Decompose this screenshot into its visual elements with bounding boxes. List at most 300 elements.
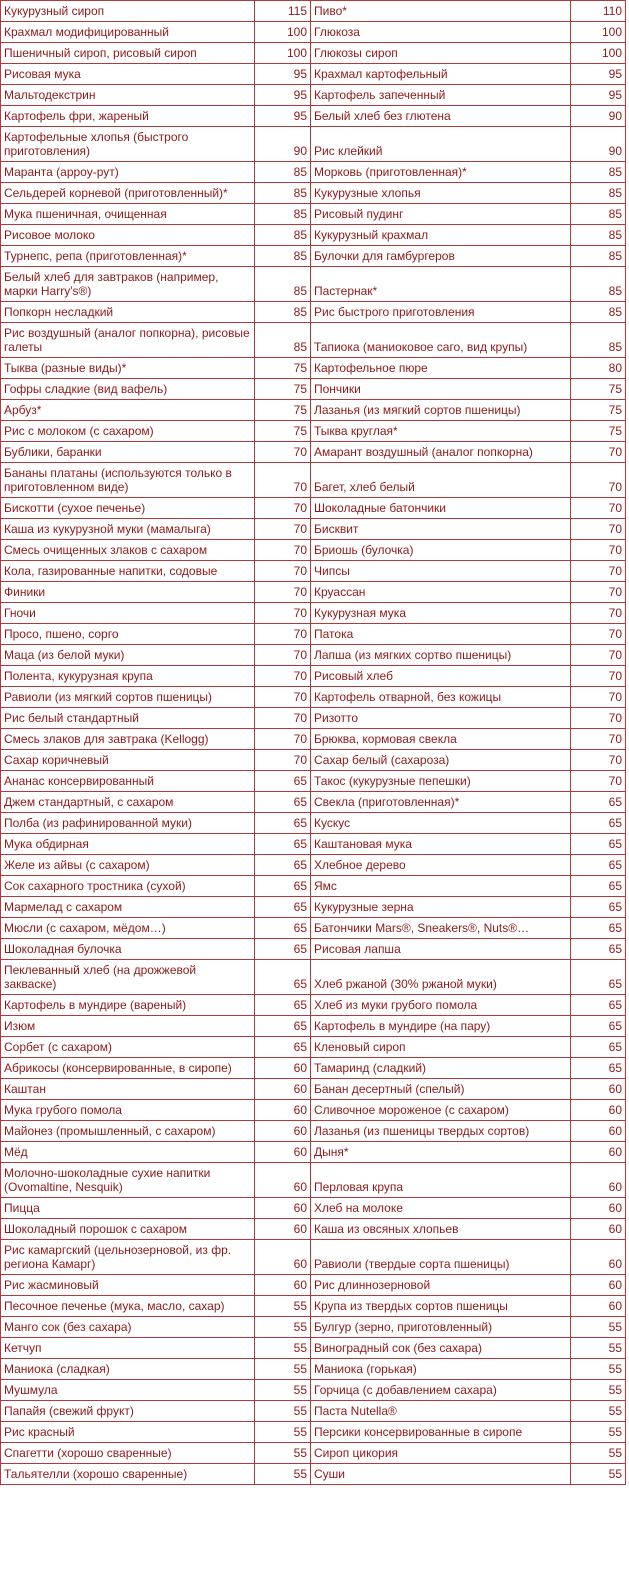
- left-food-name: Рис воздушный (аналог попкорна), рисовые галеты: [1, 323, 255, 358]
- table-row: [1, 729, 626, 750]
- right-food-name: Рисовый хлеб: [311, 666, 571, 687]
- left-food-name: Шоколадная булочка: [1, 939, 255, 960]
- left-food-name: Изюм: [1, 1016, 255, 1037]
- table-row: [1, 918, 626, 939]
- left-food-name: Папайя (свежий фрукт): [1, 1401, 255, 1422]
- table-row: [1, 1401, 626, 1422]
- right-gi-value: 60: [571, 1198, 626, 1219]
- left-food-name: Кукурузный сироп: [1, 1, 255, 22]
- table-row: [1, 106, 626, 127]
- table-row: [1, 666, 626, 687]
- right-gi-value: 85: [571, 225, 626, 246]
- right-food-name: Хлеб ржаной (30% ржаной муки): [311, 960, 571, 995]
- right-food-name: Сахар белый (сахароза): [311, 750, 571, 771]
- left-food-name: Рис белый стандартный: [1, 708, 255, 729]
- right-gi-value: 70: [571, 498, 626, 519]
- right-food-name: Перловая крупа: [311, 1163, 571, 1198]
- left-food-name: Пеклеванный хлеб (на дрожжевой закваске): [1, 960, 255, 995]
- left-food-name: Желе из айвы (с сахаром): [1, 855, 255, 876]
- left-food-name: Мёд: [1, 1142, 255, 1163]
- table-row: [1, 323, 626, 358]
- left-food-name: Полента, кукурузная крупа: [1, 666, 255, 687]
- table-row: [1, 1016, 626, 1037]
- table-row: [1, 1359, 626, 1380]
- left-gi-value: 70: [255, 603, 311, 624]
- left-food-name: Молочно-шоколадные сухие напитки (Ovomaltine, Nesquik): [1, 1163, 255, 1198]
- left-gi-value: 115: [255, 1, 311, 22]
- right-gi-value: 85: [571, 267, 626, 302]
- right-gi-value: 65: [571, 1016, 626, 1037]
- right-gi-value: 60: [571, 1121, 626, 1142]
- right-gi-value: 65: [571, 939, 626, 960]
- table-row: [1, 1198, 626, 1219]
- right-gi-value: 75: [571, 379, 626, 400]
- table-row: [1, 1464, 626, 1485]
- left-food-name: Арбуз*: [1, 400, 255, 421]
- right-food-name: Ризотто: [311, 708, 571, 729]
- left-gi-value: 100: [255, 43, 311, 64]
- table-row: [1, 442, 626, 463]
- left-gi-value: 70: [255, 708, 311, 729]
- left-gi-value: 60: [255, 1219, 311, 1240]
- right-food-name: Шоколадные батончики: [311, 498, 571, 519]
- left-gi-value: 65: [255, 995, 311, 1016]
- left-gi-value: 60: [255, 1100, 311, 1121]
- right-gi-value: 65: [571, 876, 626, 897]
- right-gi-value: 60: [571, 1100, 626, 1121]
- right-food-name: Тамаринд (сладкий): [311, 1058, 571, 1079]
- left-food-name: Пшеничный сироп, рисовый сироп: [1, 43, 255, 64]
- right-gi-value: 90: [571, 127, 626, 162]
- right-food-name: Булгур (зерно, приготовленный): [311, 1317, 571, 1338]
- right-gi-value: 65: [571, 792, 626, 813]
- right-gi-value: 70: [571, 687, 626, 708]
- table-row: [1, 302, 626, 323]
- table-row: [1, 897, 626, 918]
- right-gi-value: 65: [571, 855, 626, 876]
- table-row: [1, 162, 626, 183]
- left-food-name: Рис камаргский (цельнозерновой, из фр. региона Камарг): [1, 1240, 255, 1275]
- table-row: [1, 463, 626, 498]
- left-gi-value: 65: [255, 1016, 311, 1037]
- left-food-name: Джем стандартный, с сахаром: [1, 792, 255, 813]
- left-gi-value: 75: [255, 421, 311, 442]
- right-gi-value: 70: [571, 666, 626, 687]
- table-row: [1, 204, 626, 225]
- table-row: [1, 1079, 626, 1100]
- right-food-name: Рис длиннозерновой: [311, 1275, 571, 1296]
- table-row: [1, 225, 626, 246]
- right-food-name: Каша из овсяных хлопьев: [311, 1219, 571, 1240]
- right-gi-value: 85: [571, 246, 626, 267]
- right-gi-value: 70: [571, 561, 626, 582]
- left-gi-value: 100: [255, 22, 311, 43]
- table-row: [1, 1296, 626, 1317]
- left-gi-value: 85: [255, 323, 311, 358]
- left-gi-value: 75: [255, 400, 311, 421]
- right-gi-value: 60: [571, 1240, 626, 1275]
- left-gi-value: 60: [255, 1142, 311, 1163]
- table-row: [1, 813, 626, 834]
- table-row: [1, 1275, 626, 1296]
- table-row: [1, 582, 626, 603]
- left-gi-value: 55: [255, 1359, 311, 1380]
- right-food-name: Глюкоза: [311, 22, 571, 43]
- right-gi-value: 100: [571, 43, 626, 64]
- left-gi-value: 85: [255, 204, 311, 225]
- left-food-name: Сахар коричневый: [1, 750, 255, 771]
- right-food-name: Каштановая мука: [311, 834, 571, 855]
- right-food-name: Картофель отварной, без кожицы: [311, 687, 571, 708]
- left-food-name: Мушмула: [1, 1380, 255, 1401]
- left-gi-value: 60: [255, 1163, 311, 1198]
- right-gi-value: 60: [571, 1142, 626, 1163]
- table-row: [1, 246, 626, 267]
- left-food-name: Кетчуп: [1, 1338, 255, 1359]
- right-gi-value: 70: [571, 442, 626, 463]
- left-gi-value: 60: [255, 1079, 311, 1100]
- right-food-name: Кукурузный крахмал: [311, 225, 571, 246]
- left-gi-value: 85: [255, 183, 311, 204]
- left-food-name: Мука обдирная: [1, 834, 255, 855]
- right-food-name: Лазанья (из пшеницы твердых сортов): [311, 1121, 571, 1142]
- table-row: [1, 1317, 626, 1338]
- left-gi-value: 85: [255, 246, 311, 267]
- left-gi-value: 70: [255, 519, 311, 540]
- table-row: [1, 960, 626, 995]
- left-gi-value: 65: [255, 813, 311, 834]
- right-food-name: Дыня*: [311, 1142, 571, 1163]
- right-gi-value: 75: [571, 421, 626, 442]
- left-gi-value: 60: [255, 1240, 311, 1275]
- right-food-name: Бриошь (булочка): [311, 540, 571, 561]
- left-food-name: Полба (из рафинированной муки): [1, 813, 255, 834]
- table-row: [1, 519, 626, 540]
- table-row: [1, 183, 626, 204]
- left-gi-value: 70: [255, 442, 311, 463]
- right-gi-value: 55: [571, 1380, 626, 1401]
- table-row: [1, 855, 626, 876]
- right-food-name: Маниока (горькая): [311, 1359, 571, 1380]
- table-row: [1, 1121, 626, 1142]
- right-food-name: Хлеб на молоке: [311, 1198, 571, 1219]
- left-food-name: Каштан: [1, 1079, 255, 1100]
- table-row: [1, 1100, 626, 1121]
- left-gi-value: 60: [255, 1275, 311, 1296]
- right-food-name: Банан десертный (спелый): [311, 1079, 571, 1100]
- right-gi-value: 55: [571, 1338, 626, 1359]
- left-gi-value: 60: [255, 1121, 311, 1142]
- right-food-name: Глюкозы сироп: [311, 43, 571, 64]
- right-gi-value: 70: [571, 519, 626, 540]
- left-food-name: Равиоли (из мягкий сортов пшеницы): [1, 687, 255, 708]
- left-food-name: Каша из кукурузной муки (мамалыга): [1, 519, 255, 540]
- right-gi-value: 95: [571, 85, 626, 106]
- right-gi-value: 70: [571, 729, 626, 750]
- right-gi-value: 70: [571, 624, 626, 645]
- table-row: [1, 1380, 626, 1401]
- right-gi-value: 80: [571, 358, 626, 379]
- right-food-name: Белый хлеб без глютена: [311, 106, 571, 127]
- right-gi-value: 75: [571, 400, 626, 421]
- left-gi-value: 65: [255, 939, 311, 960]
- right-food-name: Лапша (из мягких сортво пшеницы): [311, 645, 571, 666]
- left-gi-value: 55: [255, 1464, 311, 1485]
- table-row: [1, 708, 626, 729]
- right-gi-value: 70: [571, 603, 626, 624]
- table-row: [1, 1443, 626, 1464]
- left-food-name: Маниока (сладкая): [1, 1359, 255, 1380]
- right-food-name: Паста Nutella®: [311, 1401, 571, 1422]
- left-food-name: Спагетти (хорошо сваренные): [1, 1443, 255, 1464]
- left-food-name: Бананы платаны (используются только в приготовленном виде): [1, 463, 255, 498]
- left-food-name: Манго сок (без сахара): [1, 1317, 255, 1338]
- right-gi-value: 65: [571, 1037, 626, 1058]
- right-food-name: Картофельное пюре: [311, 358, 571, 379]
- table-row: [1, 1219, 626, 1240]
- right-food-name: Пончики: [311, 379, 571, 400]
- left-food-name: Мука пшеничная, очищенная: [1, 204, 255, 225]
- left-gi-value: 70: [255, 666, 311, 687]
- gi-table-body: [1, 1, 626, 1485]
- left-food-name: Смесь злаков для завтрака (Kellogg): [1, 729, 255, 750]
- left-food-name: Песочное печенье (мука, масло, сахар): [1, 1296, 255, 1317]
- left-gi-value: 55: [255, 1380, 311, 1401]
- left-food-name: Гофры сладкие (вид вафель): [1, 379, 255, 400]
- table-row: [1, 421, 626, 442]
- left-food-name: Сельдерей корневой (приготовленный)*: [1, 183, 255, 204]
- left-food-name: Тыква (разные виды)*: [1, 358, 255, 379]
- table-row: [1, 43, 626, 64]
- table-row: [1, 127, 626, 162]
- table-row: [1, 624, 626, 645]
- right-gi-value: 65: [571, 813, 626, 834]
- left-gi-value: 70: [255, 463, 311, 498]
- table-row: [1, 498, 626, 519]
- left-food-name: Пицца: [1, 1198, 255, 1219]
- left-gi-value: 70: [255, 498, 311, 519]
- right-gi-value: 95: [571, 64, 626, 85]
- right-gi-value: 70: [571, 708, 626, 729]
- left-food-name: Маранта (арроу-рут): [1, 162, 255, 183]
- right-gi-value: 70: [571, 750, 626, 771]
- table-row: [1, 939, 626, 960]
- right-food-name: Кленовый сироп: [311, 1037, 571, 1058]
- right-food-name: Пастернак*: [311, 267, 571, 302]
- table-row: [1, 687, 626, 708]
- left-gi-value: 70: [255, 561, 311, 582]
- left-food-name: Белый хлеб для завтраков (например, марки Harry's®): [1, 267, 255, 302]
- table-row: [1, 561, 626, 582]
- right-gi-value: 60: [571, 1275, 626, 1296]
- right-gi-value: 65: [571, 995, 626, 1016]
- right-food-name: Хлеб из муки грубого помола: [311, 995, 571, 1016]
- left-gi-value: 70: [255, 750, 311, 771]
- table-row: [1, 379, 626, 400]
- left-gi-value: 55: [255, 1422, 311, 1443]
- right-gi-value: 65: [571, 918, 626, 939]
- right-gi-value: 70: [571, 582, 626, 603]
- right-food-name: Бисквит: [311, 519, 571, 540]
- left-food-name: Сок сахарного тростника (сухой): [1, 876, 255, 897]
- right-food-name: Амарант воздушный (аналог попкорна): [311, 442, 571, 463]
- left-gi-value: 65: [255, 897, 311, 918]
- right-food-name: Тыква круглая*: [311, 421, 571, 442]
- table-row: [1, 1338, 626, 1359]
- left-food-name: Бискотти (сухое печенье): [1, 498, 255, 519]
- table-row: [1, 771, 626, 792]
- right-gi-value: 85: [571, 183, 626, 204]
- left-food-name: Турнепс, репа (приготовленная)*: [1, 246, 255, 267]
- right-food-name: Рис клейкий: [311, 127, 571, 162]
- left-food-name: Просо, пшено, сорго: [1, 624, 255, 645]
- table-row: [1, 792, 626, 813]
- left-food-name: Мальтодекстрин: [1, 85, 255, 106]
- left-gi-value: 55: [255, 1317, 311, 1338]
- right-food-name: Картофель в мундире (на пару): [311, 1016, 571, 1037]
- right-gi-value: 55: [571, 1359, 626, 1380]
- table-row: [1, 85, 626, 106]
- left-gi-value: 65: [255, 855, 311, 876]
- left-gi-value: 70: [255, 540, 311, 561]
- table-row: [1, 540, 626, 561]
- left-food-name: Мюсли (с сахаром, мёдом…): [1, 918, 255, 939]
- table-row: [1, 22, 626, 43]
- right-food-name: Хлебное дерево: [311, 855, 571, 876]
- left-gi-value: 95: [255, 85, 311, 106]
- table-row: [1, 1, 626, 22]
- table-row: [1, 995, 626, 1016]
- left-gi-value: 65: [255, 1037, 311, 1058]
- right-food-name: Такос (кукурузные пепешки): [311, 771, 571, 792]
- right-food-name: Виноградный сок (без сахара): [311, 1338, 571, 1359]
- left-gi-value: 75: [255, 358, 311, 379]
- left-food-name: Тальятелли (хорошо сваренные): [1, 1464, 255, 1485]
- left-gi-value: 65: [255, 960, 311, 995]
- left-gi-value: 85: [255, 162, 311, 183]
- table-row: [1, 358, 626, 379]
- right-gi-value: 60: [571, 1296, 626, 1317]
- table-row: [1, 1163, 626, 1198]
- right-food-name: Лазанья (из мягкий сортов пшеницы): [311, 400, 571, 421]
- right-food-name: Картофель запеченный: [311, 85, 571, 106]
- left-gi-value: 60: [255, 1198, 311, 1219]
- right-food-name: Багет, хлеб белый: [311, 463, 571, 498]
- right-gi-value: 70: [571, 771, 626, 792]
- left-gi-value: 70: [255, 687, 311, 708]
- right-food-name: Горчица (с добавлением сахара): [311, 1380, 571, 1401]
- left-food-name: Крахмал модифицированный: [1, 22, 255, 43]
- right-gi-value: 60: [571, 1219, 626, 1240]
- right-gi-value: 65: [571, 960, 626, 995]
- left-gi-value: 70: [255, 645, 311, 666]
- left-gi-value: 55: [255, 1443, 311, 1464]
- left-gi-value: 55: [255, 1338, 311, 1359]
- left-gi-value: 75: [255, 379, 311, 400]
- right-food-name: Кукурузные зерна: [311, 897, 571, 918]
- right-food-name: Брюква, кормовая свекла: [311, 729, 571, 750]
- right-gi-value: 65: [571, 897, 626, 918]
- right-food-name: Кукурузная мука: [311, 603, 571, 624]
- left-gi-value: 65: [255, 876, 311, 897]
- right-food-name: Пиво*: [311, 1, 571, 22]
- right-gi-value: 85: [571, 323, 626, 358]
- left-food-name: Картофель фри, жареный: [1, 106, 255, 127]
- left-food-name: Сорбет (с сахаром): [1, 1037, 255, 1058]
- right-gi-value: 60: [571, 1079, 626, 1100]
- left-food-name: Бублики, баранки: [1, 442, 255, 463]
- left-gi-value: 85: [255, 302, 311, 323]
- left-gi-value: 85: [255, 225, 311, 246]
- table-row: [1, 1037, 626, 1058]
- table-row: [1, 750, 626, 771]
- left-gi-value: 65: [255, 771, 311, 792]
- table-row: [1, 1240, 626, 1275]
- left-food-name: Рис с молоком (с сахаром): [1, 421, 255, 442]
- right-food-name: Батончики Mars®, Sneakers®, Nuts®…: [311, 918, 571, 939]
- left-food-name: Кола, газированные напитки, содовые: [1, 561, 255, 582]
- left-food-name: Абрикосы (консервированные, в сиропе): [1, 1058, 255, 1079]
- left-food-name: Рисовая мука: [1, 64, 255, 85]
- right-gi-value: 70: [571, 463, 626, 498]
- left-gi-value: 95: [255, 106, 311, 127]
- left-gi-value: 60: [255, 1058, 311, 1079]
- left-food-name: Смесь очищенных злаков с сахаром: [1, 540, 255, 561]
- left-food-name: Ананас консервированный: [1, 771, 255, 792]
- right-food-name: Равиоли (твердые сорта пшеницы): [311, 1240, 571, 1275]
- right-gi-value: 110: [571, 1, 626, 22]
- left-gi-value: 95: [255, 64, 311, 85]
- left-food-name: Рисовое молоко: [1, 225, 255, 246]
- right-food-name: Сливочное мороженое (с сахаром): [311, 1100, 571, 1121]
- table-row: [1, 834, 626, 855]
- right-gi-value: 85: [571, 302, 626, 323]
- right-gi-value: 65: [571, 834, 626, 855]
- left-food-name: Маца (из белой муки): [1, 645, 255, 666]
- table-row: [1, 876, 626, 897]
- right-food-name: Суши: [311, 1464, 571, 1485]
- left-food-name: Рис жасминовый: [1, 1275, 255, 1296]
- right-food-name: Рис быстрого приготовления: [311, 302, 571, 323]
- right-gi-value: 85: [571, 204, 626, 225]
- right-gi-value: 55: [571, 1464, 626, 1485]
- table-row: [1, 1058, 626, 1079]
- right-food-name: Рисовый пудинг: [311, 204, 571, 225]
- table-row: [1, 64, 626, 85]
- right-gi-value: 55: [571, 1422, 626, 1443]
- left-gi-value: 70: [255, 582, 311, 603]
- left-food-name: Финики: [1, 582, 255, 603]
- right-food-name: Булочки для гамбургеров: [311, 246, 571, 267]
- table-row: [1, 603, 626, 624]
- left-gi-value: 70: [255, 624, 311, 645]
- left-food-name: Мука грубого помола: [1, 1100, 255, 1121]
- right-food-name: Патока: [311, 624, 571, 645]
- right-food-name: Рисовая лапша: [311, 939, 571, 960]
- left-gi-value: 65: [255, 792, 311, 813]
- right-food-name: Крупа из твердых сортов пшеницы: [311, 1296, 571, 1317]
- left-gi-value: 85: [255, 267, 311, 302]
- right-gi-value: 85: [571, 162, 626, 183]
- right-food-name: Кукурузные хлопья: [311, 183, 571, 204]
- left-food-name: Картофель в мундире (вареный): [1, 995, 255, 1016]
- right-gi-value: 100: [571, 22, 626, 43]
- right-food-name: Ямс: [311, 876, 571, 897]
- right-food-name: Свекла (приготовленная)*: [311, 792, 571, 813]
- left-food-name: Шоколадный порошок с сахаром: [1, 1219, 255, 1240]
- right-gi-value: 70: [571, 540, 626, 561]
- right-gi-value: 70: [571, 645, 626, 666]
